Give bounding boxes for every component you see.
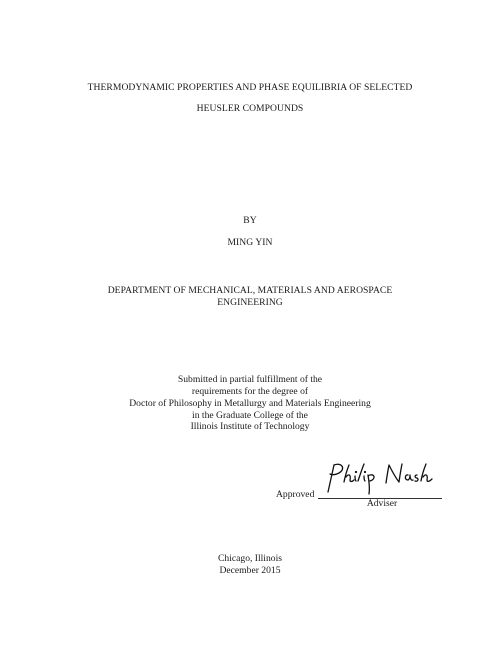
submission-line-3: Doctor of Philosophy in Metallurgy and Materials Engineering <box>129 398 371 409</box>
adviser-label: Adviser <box>366 498 398 509</box>
location: Chicago, Illinois <box>218 553 282 564</box>
department-line-2: ENGINEERING <box>217 297 283 308</box>
department-line-1: DEPARTMENT OF MECHANICAL, MATERIALS AND AEROSPACE <box>107 285 393 296</box>
submission-line-4: in the Graduate College of the <box>192 410 308 421</box>
thesis-title-line-1: THERMODYNAMIC PROPERTIES AND PHASE EQUILIBRIA OF SELECTED <box>87 82 413 93</box>
author-name: MING YIN <box>227 237 273 248</box>
submission-line-1: Submitted in partial fulfillment of the <box>177 374 323 385</box>
approved-label: Approved <box>276 489 315 500</box>
submission-line-2: requirements for the degree of <box>191 386 309 397</box>
submission-line-5: Illinois Institute of Technology <box>190 421 310 432</box>
date: December 2015 <box>219 565 281 576</box>
thesis-title-line-2: HEUSLER COMPOUNDS <box>196 103 304 114</box>
approval-row <box>276 488 446 504</box>
by-label: BY <box>243 215 257 226</box>
